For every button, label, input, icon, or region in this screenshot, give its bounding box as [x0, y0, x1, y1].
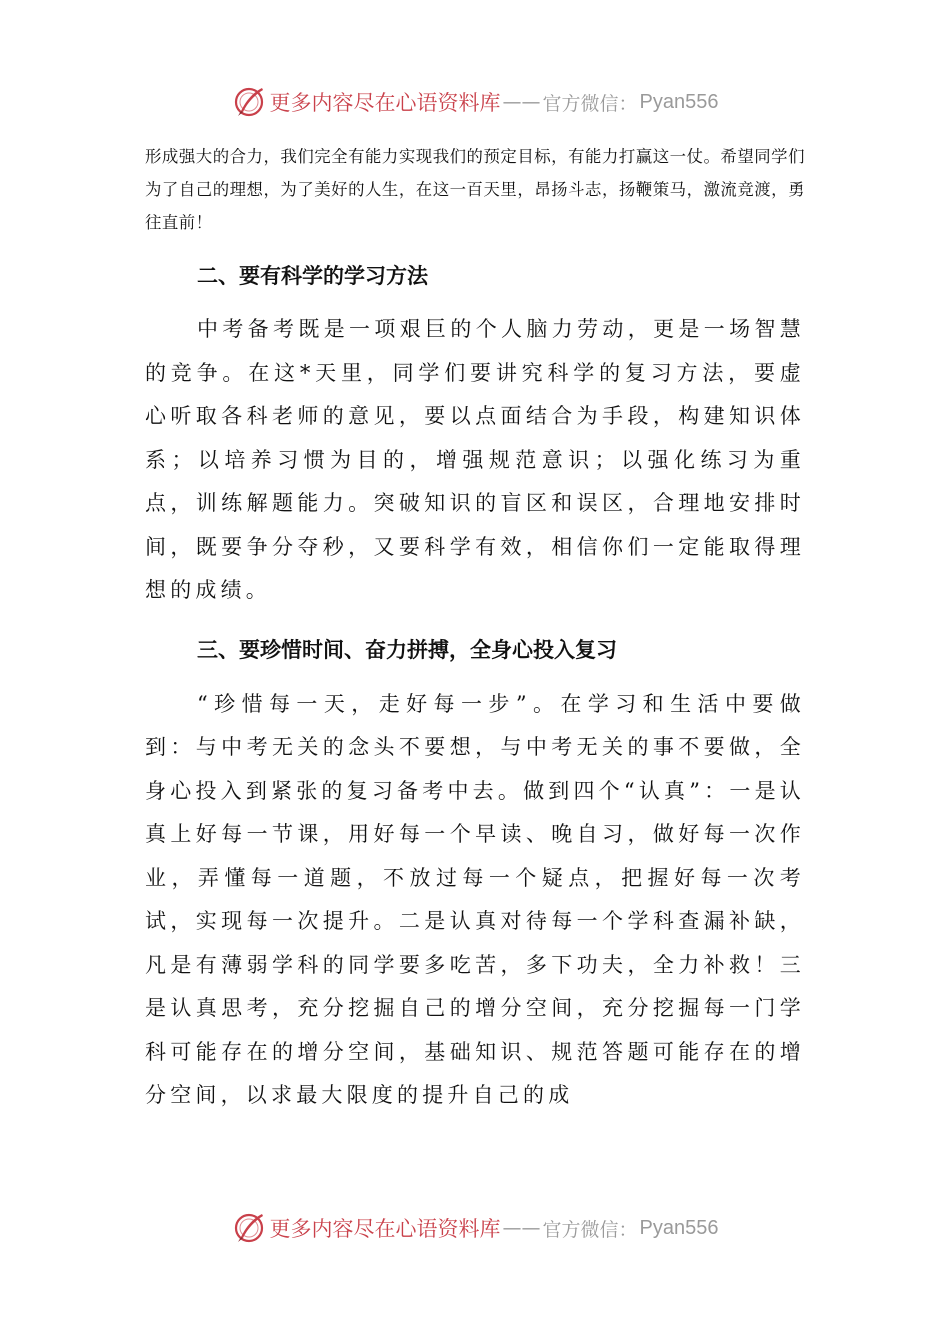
brand-name: 更多内容尽在心语资料库 — [269, 91, 501, 115]
lead-paragraph: 形成强大的合力，我们完全有能力实现我们的预定目标，有能力打赢这一仗。希望同学们为了自己的理想，为了美好的人生，在这一百天里，昂扬斗志，扬鞭策马，激流竞渡，勇往直前！ — [145, 147, 805, 232]
wechat-label: 官方微信： — [542, 92, 638, 115]
footer-watermark-banner — [0, 1208, 950, 1248]
banner-separator: —— — [502, 1217, 541, 1239]
section-paragraph-2: 中考备考既是一项艰巨的个人脑力劳动，更是一场智慧的竞争。在这*天里，同学们要讲究科学的复习方法，要虚心听取各科老师的意见，要以点面结合为手段，构建知识体系；以培养习惯为目的，增强规范意识；以强化练习为重点，训练解题能力。突破知识的盲区和误区，合理地安排时间，既要争分夺秒，又要科学有效，相信你们一定能取得理想的成绩。 — [145, 317, 805, 602]
wechat-id: Pyan556 — [639, 1216, 719, 1239]
section-heading-2: 二、要有科学的学习方法 — [197, 264, 428, 288]
quill-pen-circle-icon — [232, 85, 266, 119]
brand-name: 更多内容尽在心语资料库 — [269, 1217, 501, 1241]
wechat-id: Pyan556 — [639, 90, 719, 113]
section-heading-3: 三、要珍惜时间、奋力拼搏，全身心投入复习 — [197, 637, 617, 662]
section-paragraph-3: “珍惜每一天，走好每一步”。在学习和生活中要做到：与中考无关的念头不要想，与中考无关的事不要做，全身心投入到紧张的复习备考中去。做到四个“认真”：一是认真上好每一节课，用好每一个早读、晚自习，做好每一次作业，弄懂每一道题，不放过每一个疑点，把握好每一次考试，实现每一次提升。二是认真对待每一个学科查漏补缺，凡是有薄弱学科的同学要多吃苦，多下功夫，全力补救！三是认真思考，充分挖掘自己的增分空间，充分挖掘每一门学科可能存在的增分空间，基础知识、规范答题可能存在的增分空间，以求最大限度的提升自己的成 — [145, 691, 805, 1107]
document-body — [145, 140, 805, 1118]
header-watermark-banner — [0, 82, 950, 122]
wechat-label: 官方微信： — [542, 1218, 638, 1241]
banner-separator: —— — [502, 91, 541, 113]
quill-pen-circle-icon — [232, 1211, 266, 1245]
